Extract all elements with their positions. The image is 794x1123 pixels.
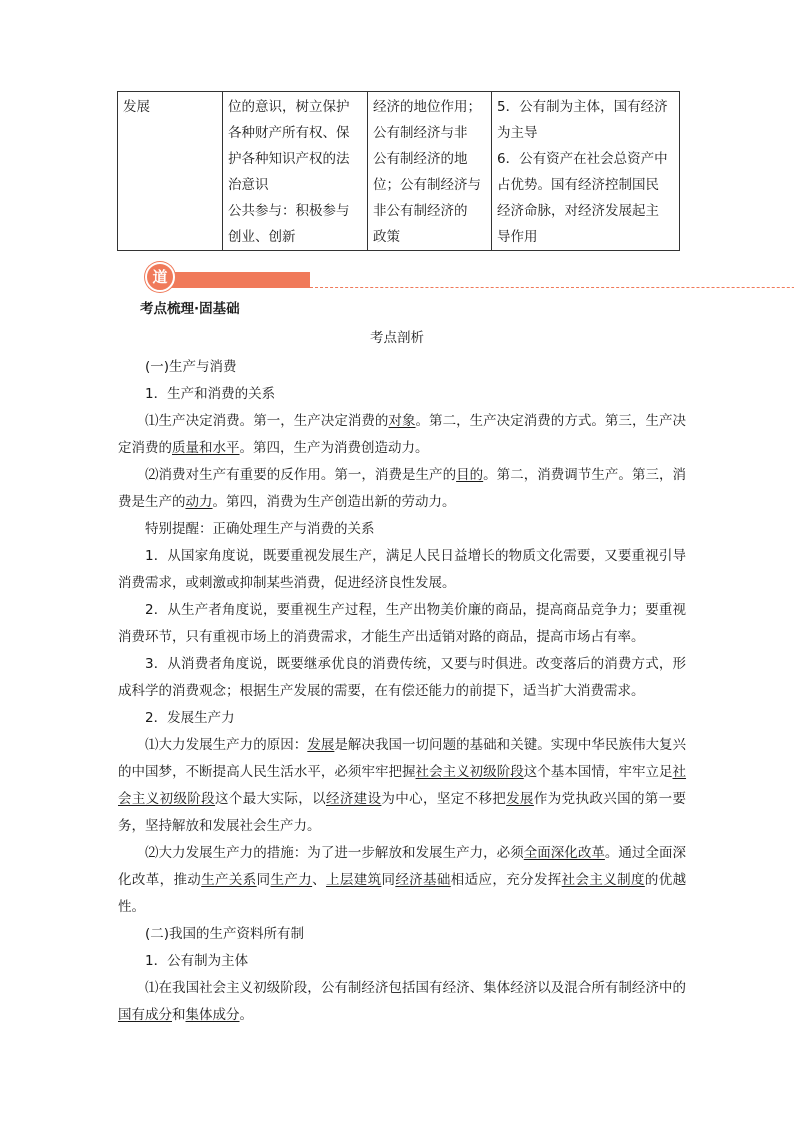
section-banner	[140, 262, 700, 292]
table-cell-awareness: 位的意识，树立保护 各种财产所有权、保 护各种知识产权的法 治意识 公共参与：积极参与 创业、创新	[223, 92, 368, 251]
table-cell-ownership: 5．公有制为主体，国有经济 为主导 6．公有资产在社会总资产中 占优势。国有经济控制国民 经济命脉，对经济发展起主 导作用	[492, 92, 680, 251]
banner-divider	[310, 287, 794, 288]
tip-item-2: 2．从生产者角度说，要重视生产过程，生产出物美价廉的商品，提高商品竞争力；要重视消费环节，只有重视市场上的消费需求，才能生产出适销对路的商品，提高市场占有率。	[118, 602, 686, 645]
document-body	[118, 354, 686, 1029]
table-row	[118, 92, 680, 251]
subheading-productivity: 2．发展生产力	[145, 710, 235, 726]
table-cell-economy: 经济的地位作用； 公有制经济与非 公有制经济的地 位；公有制经济与 非公有制经济的 政策	[368, 92, 492, 251]
tip-heading: 特别提醒：正确处理生产与消费的关系	[145, 521, 375, 537]
tip-item-3: 3．从消费者角度说，既要继承优良的消费传统，又要与时俱进。改变落后的消费方式，形成科学的消费观念；根据生产发展的需要，在有偿还能力的前提下，适当扩大消费需求。	[118, 656, 686, 699]
paragraph-1: ⑴生产决定消费。第一，生产决定消费的对象。第二，生产决定消费的方式。第三，生产决定消费的质量和水平。第四，生产为消费创造动力。	[118, 413, 687, 456]
paragraph-3: ⑴大力发展生产力的原因：发展是解决我国一切问题的基础和关键。实现中华民族伟大复兴的中国梦，不断提高人民生活水平，必须牢牢把握社会主义初级阶段这个基本国情，牢牢立足社会主义初级阶段这个最大实际，以经济建设为中心，坚定不移把发展作为党执政兴国的第一要务，坚持解放和发展社会生产力。	[118, 737, 687, 834]
section-subhead: 考点梳理·固基础	[140, 301, 240, 317]
subheading-public-ownership: 1．公有制为主体	[145, 953, 249, 969]
table-cell-category: 发展	[118, 92, 223, 251]
subheading-relation: 1．生产和消费的关系	[145, 386, 276, 402]
banner-badge-icon: 道	[145, 262, 175, 292]
paragraph-5: ⑴在我国社会主义初级阶段，公有制经济包括国有经济、集体经济以及混合所有制经济中的国有成分和集体成分。	[118, 980, 686, 1023]
heading-production-consumption: (一)生产与消费	[145, 359, 237, 375]
tip-item-1: 1．从国家角度说，既要重视发展生产，满足人民日益增长的物质文化需要，又要重视引导消费需求，或刺激或抑制某些消费，促进经济良性发展。	[118, 548, 686, 591]
page-title: 考点剖析	[370, 330, 424, 346]
paragraph-4: ⑵大力发展生产力的措施：为了进一步解放和发展生产力，必须全面深化改革。通过全面深化改革，推动生产关系同生产力、上层建筑同经济基础相适应，充分发挥社会主义制度的优越性。	[118, 845, 687, 915]
summary-table	[117, 91, 680, 251]
paragraph-2: ⑵消费对生产有重要的反作用。第一，消费是生产的目的。第二，消费调节生产。第三，消费是生产的动力。第四，消费为生产创造出新的劳动力。	[118, 467, 687, 510]
heading-ownership: (二)我国的生产资料所有制	[145, 926, 305, 942]
